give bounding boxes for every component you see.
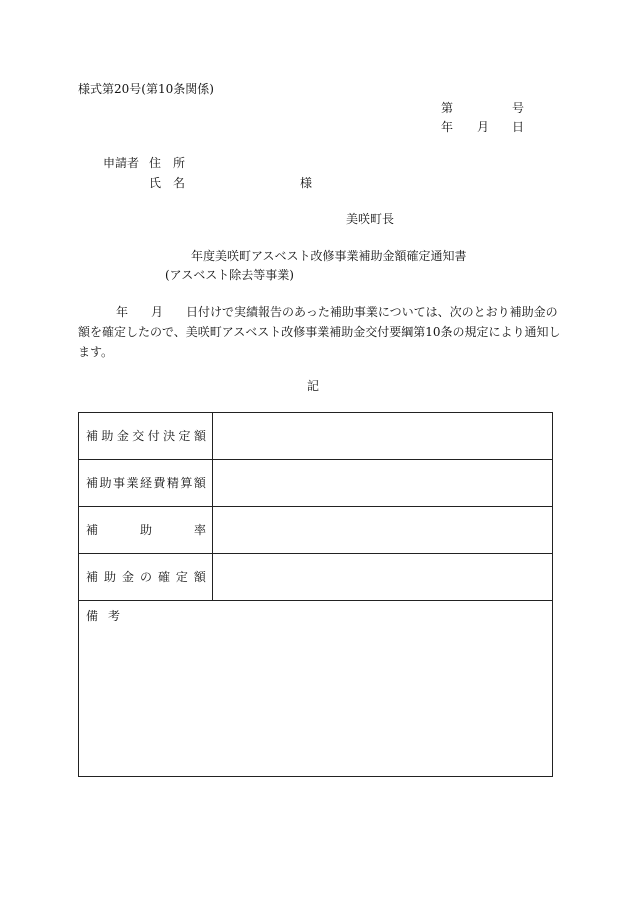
table-row-project-cost: [79, 460, 553, 507]
address-label: 住 所: [149, 156, 186, 170]
date-month: 月: [477, 120, 490, 134]
form-number: 様式第20号(第10条関係): [78, 82, 214, 96]
body-line1-text: 日付けで実績報告のあった補助事業については、次のとおり補助金の: [186, 305, 558, 319]
table-row-grant-decision: [79, 413, 553, 460]
value-confirmed-amount[interactable]: [213, 554, 553, 601]
ki-mark: 記: [307, 379, 320, 393]
remarks-label: 備考: [86, 609, 131, 623]
table-row-confirmed-amount: [79, 554, 553, 601]
label-chars: 補 助 金 交 付 決 定 額: [86, 429, 206, 443]
label-project-cost-settlement: [79, 460, 213, 507]
body-month: 月: [151, 305, 164, 319]
label-chars: 補 助 事 業 経 費 精 算 額: [86, 476, 206, 490]
table-row-subsidy-rate: [79, 507, 553, 554]
label-subsidy-rate: [79, 507, 213, 554]
body-line-3: ます。: [78, 345, 114, 359]
document-subtitle: (アスベスト除去等事業): [165, 268, 294, 282]
detail-table: [78, 412, 553, 777]
body-text: [78, 302, 561, 362]
name-label: 氏 名: [149, 176, 186, 190]
issuer-name: 美咲町長: [346, 212, 395, 226]
label-grant-decision-amount: [79, 413, 213, 460]
label-chars: 補 助 金 の 確 定 額: [86, 570, 206, 584]
remarks-cell[interactable]: [79, 601, 553, 777]
body-line-1: [78, 302, 558, 322]
label-confirmed-amount: [79, 554, 213, 601]
table-row-remarks: [79, 601, 553, 777]
body-year: 年: [116, 305, 129, 319]
label-chars: 補 助 率: [86, 523, 206, 537]
value-subsidy-rate[interactable]: [213, 507, 553, 554]
document-title: 年度美咲町アスベスト改修事業補助金額確定通知書: [191, 249, 467, 263]
issue-number-suffix: 号: [512, 101, 525, 115]
issue-number-prefix: 第: [441, 101, 454, 115]
applicant-label: 申請者: [103, 156, 140, 170]
body-line-2: 額を確定したので、美咲町アスベスト改修事業補助金交付要綱第10条の規定により通知し: [78, 325, 561, 339]
date-year: 年: [441, 120, 454, 134]
honorific: 様: [300, 176, 313, 190]
date-day: 日: [512, 120, 525, 134]
value-grant-decision-amount[interactable]: [213, 413, 553, 460]
value-project-cost-settlement[interactable]: [213, 460, 553, 507]
